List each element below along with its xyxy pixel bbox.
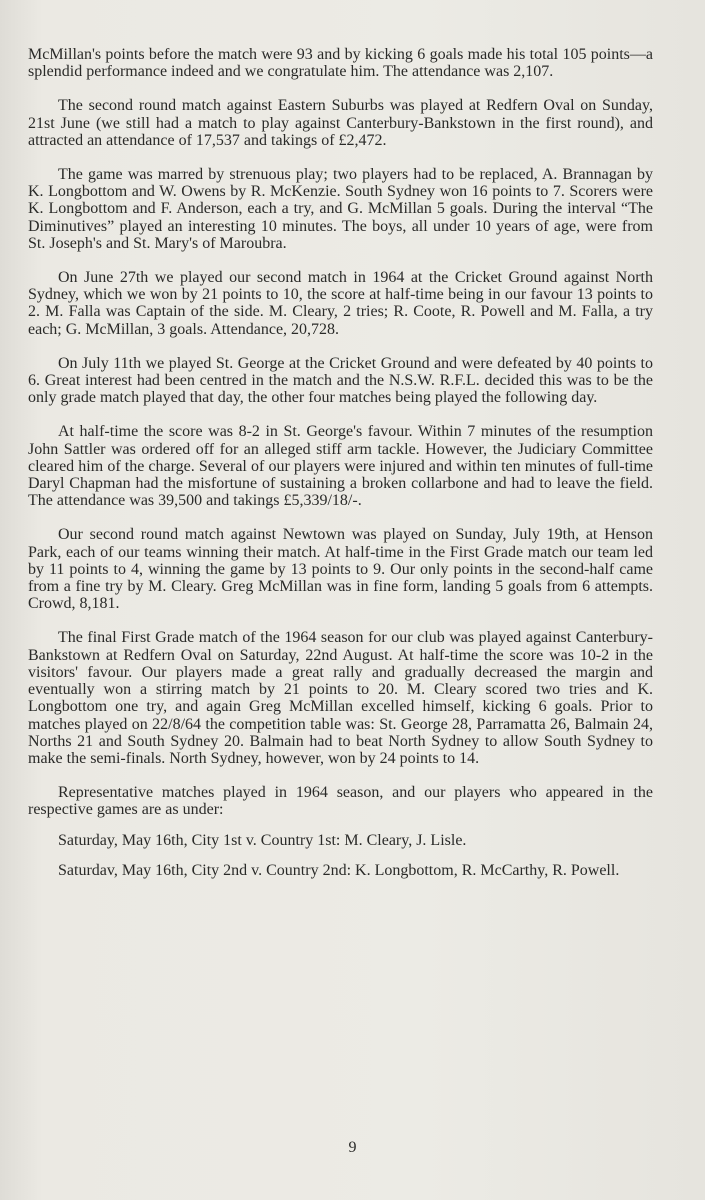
paragraph-5: On July 11th we played St. George at the Cricket Ground and were defeated by 40 points to 6. Great interest had been centred in the match and the N.S.W. R.F.L. decided this was to be the only grade match played that day, the other four matches being played the following day. [28, 354, 653, 407]
paragraph-6: At half-time the score was 8-2 in St. George's favour. Within 7 minutes of the resumption John Sattler was ordered off for an alleged stiff arm tackle. However, the Judiciary Committee cleared him of the charge. Several of our players were injured and within ten minutes of full-time Daryl Chapman had the misfortune of sustaining a broken collarbone and had to leave the field. The attendance was 39,500 and takings £5,339/18/-. [28, 423, 653, 510]
paragraph-10: Saturday, May 16th, City 1st v. Country 1st: M. Cleary, J. Lisle. [58, 831, 467, 849]
page-number: 9 [348, 1139, 357, 1156]
paragraph-8: The final First Grade match of the 1964 season for our club was played against Canterbury-Bankstown at Redfern Oval on Saturday, 22nd August. At half-time the score was 10-2 in the visitors' favour. Our players made a great rally and gradually decreased the margin and eventually won a stirring match by 21 points to 20. M. Cleary scored two tries and K. Longbottom one try, and again Greg McMillan excelled himself, kicking 6 goals. Prior to matches played on 22/8/64 the competition table was: St. George 28, Parramatta 26, Balmain 24, Norths 21 and South Sydney 20. Balmain had to beat North Sydney to allow South Sydney to make the semi-finals. North Sydney, however, won by 24 points to 14. [28, 629, 653, 767]
paragraph-7: Our second round match against Newtown was played on Sunday, July 19th, at Henson Park, each of our teams winning their match. At half-time in the First Grade match our team led by 11 points to 4, winning the game by 13 points to 9. Our only points in the second-half came from a fine try by M. Cleary. Greg McMillan was in fine form, landing 5 goals from 6 attempts. Crowd, 8,181. [28, 526, 653, 613]
paragraph-3: The game was marred by strenuous play; two players had to be replaced, A. Brannagan by K. Longbottom and W. Owens by R. McKenzie. South Sydney won 16 points to 7. Scorers were K. Longbottom and F. Anderson, each a try, and G. McMillan 5 goals. During the interval “The Diminutives” played an interesting 10 minutes. The boys, all under 10 years of age, were from St. Joseph's and St. Mary's of Maroubra. [28, 166, 653, 252]
paragraph-11: Saturdav, May 16th, City 2nd v. Country 2nd: K. Longbottom, R. McCarthy, R. Powell. [58, 861, 620, 879]
paragraph-1: McMillan's points before the match were 93 and by kicking 6 goals made his total 105 points—a splendid performance indeed and we congratulate him. The attendance was 2,107. [28, 46, 653, 81]
paragraph-4: On June 27th we played our second match in 1964 at the Cricket Ground against North Sydney, which we won by 21 points to 10, the score at half-time being in our favour 13 points to 2. M. Falla was Captain of the side. M. Cleary, 2 tries; R. Coote, R. Powell and M. Falla, a try each; G. McMillan, 3 goals. Attendance, 20,728. [28, 269, 653, 338]
document-body [28, 46, 653, 879]
paragraph-9: Representative matches played in 1964 season, and our players who appeared in the respective games are as under: [28, 784, 653, 819]
paragraph-2: The second round match against Eastern Suburbs was played at Redfern Oval on Sunday, 21st June (we still had a match to play against Canterbury-Bankstown in the first round), and attracted an attendance of 17,537 and takings of £2,472. [28, 97, 653, 149]
